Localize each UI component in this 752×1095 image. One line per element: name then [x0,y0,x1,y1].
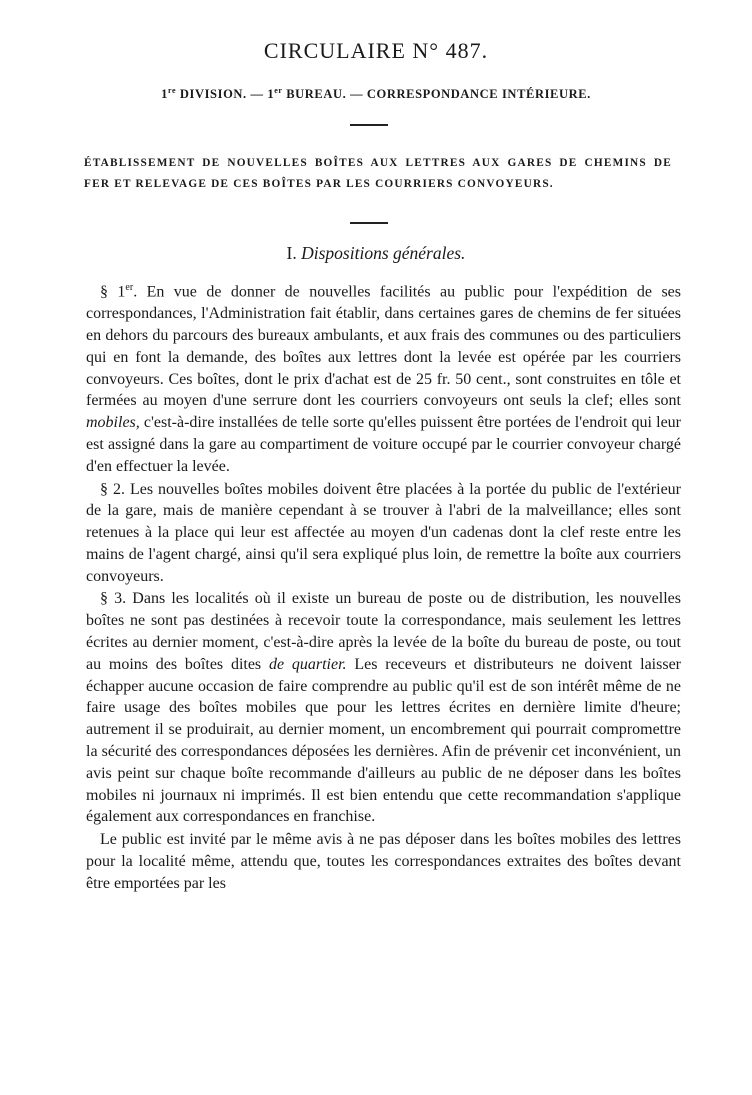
paragraph-1 [86,277,681,478]
body-text [86,277,681,895]
paragraph-3 [86,588,681,828]
section-number: I. [286,243,297,263]
paragraph-2: § 2. Les nouvelles boîtes mobiles doivent être placées à la portée du public de l'extérieur de la gare, mais de manière cependant à se trouver à l'abri de la malveillance; elles sont retenues à la place qui leur est affectée au moyen d'un cadenas dont la clef reste entre les mains de l'agent chargé, ainsi qu'il sera expliqué plus loin, de remettre la boîte aux courriers convoyeurs. [86,480,681,585]
circular-title: CIRCULAIRE N° 487. [263,38,489,63]
paragraph-text: c'est-à-dire installées de telle sorte qu'elles puissent être portées de l'endroit qui leur est assigné dans la gare au compartiment de voiture occupé par le courrier convoyeur chargé d'en effectuer la levée. [86,414,681,475]
section-title: Dispositions générales. [301,243,466,263]
bureau-word: BUREAU. [286,87,347,102]
division-line [0,86,752,102]
paragraph-text: § 3. Dans les localités où il existe un bureau de poste ou de distribution, les nouvelles boîtes ne sont pas destinées à recevoir toute la correspondance, mais seulement les lettres écrites au dernier moment, c'est-à-dire après la levée de la boîte du bureau de poste, ou tout au moins des boîtes dites [86,590,681,673]
division-superscript: re [167,86,177,95]
divider-rule [350,124,388,126]
division-number: 1 [161,87,168,102]
subject-heading: ÉTABLISSEMENT DE NOUVELLES BOÎTES AUX LETTRES AUX GARES DE CHEMINS DE FER ET RELEVAGE DE CES BOÎTES PAR LES COURRIERS CONVOYEURS. [84,157,672,190]
bureau-superscript: er [274,86,283,95]
paragraph-mark-superscript: er [125,282,134,293]
paragraph-mark: § 1 [100,283,126,301]
paragraph-text: Les receveurs et distributeurs ne doivent laisser échapper aucune occasion de faire comprendre au public qu'il est de son intérêt même de ne faire usage des boîtes mobiles que pour les lettres écrites en dernière limite d'heure; autrement il se produirait, au dernier moment, un encombrement qui pourrait compromettre la sécurité des correspondances déposées les dernières. Afin de prévenir cet inconvénient, un avis peint sur chaque boîte recommande d'ailleurs au public de ne déposer dans les boîtes mobiles ni journaux ni imprimés. Il est bien entendu que cette recommandation s'applique également aux correspondances en franchise. [86,655,682,826]
divider-rule [350,222,388,224]
separator-dash: — [350,87,364,102]
paragraph-4: Le public est invité par le même avis à ne pas déposer dans les boîtes mobiles des lettres pour la localité même, attendu que, toutes les correspondances extraites des boîtes devant être emportées par les [86,831,681,892]
separator-dash: — [250,87,264,102]
italic-term: mobiles, [86,414,140,432]
paragraph-text: . En vue de donner de nouvelles facilités au public pour l'expédition de ses correspondances, l'Administration fait établir, dans certaines gares de chemins de fer situées en dehors du parcours des bureaux ambulants, et aux frais des communes ou des particuliers qui en font la demande, des boîtes aux lettres dont la levée est opérée par les courriers convoyeurs. Ces boîtes, dont le prix d'achat est de 25 fr. 50 cent., sont construites en tôle et fermées au moyen d'une serrure dont les courriers convoyeurs ont seuls la clef; elles sont [86,283,681,410]
division-word: DIVISION. [179,87,247,102]
bureau-number: 1 [267,87,275,102]
section-heading [0,243,752,264]
italic-term: de quartier. [268,655,347,673]
service-name: CORRESPONDANCE INTÉRIEURE. [366,87,591,102]
